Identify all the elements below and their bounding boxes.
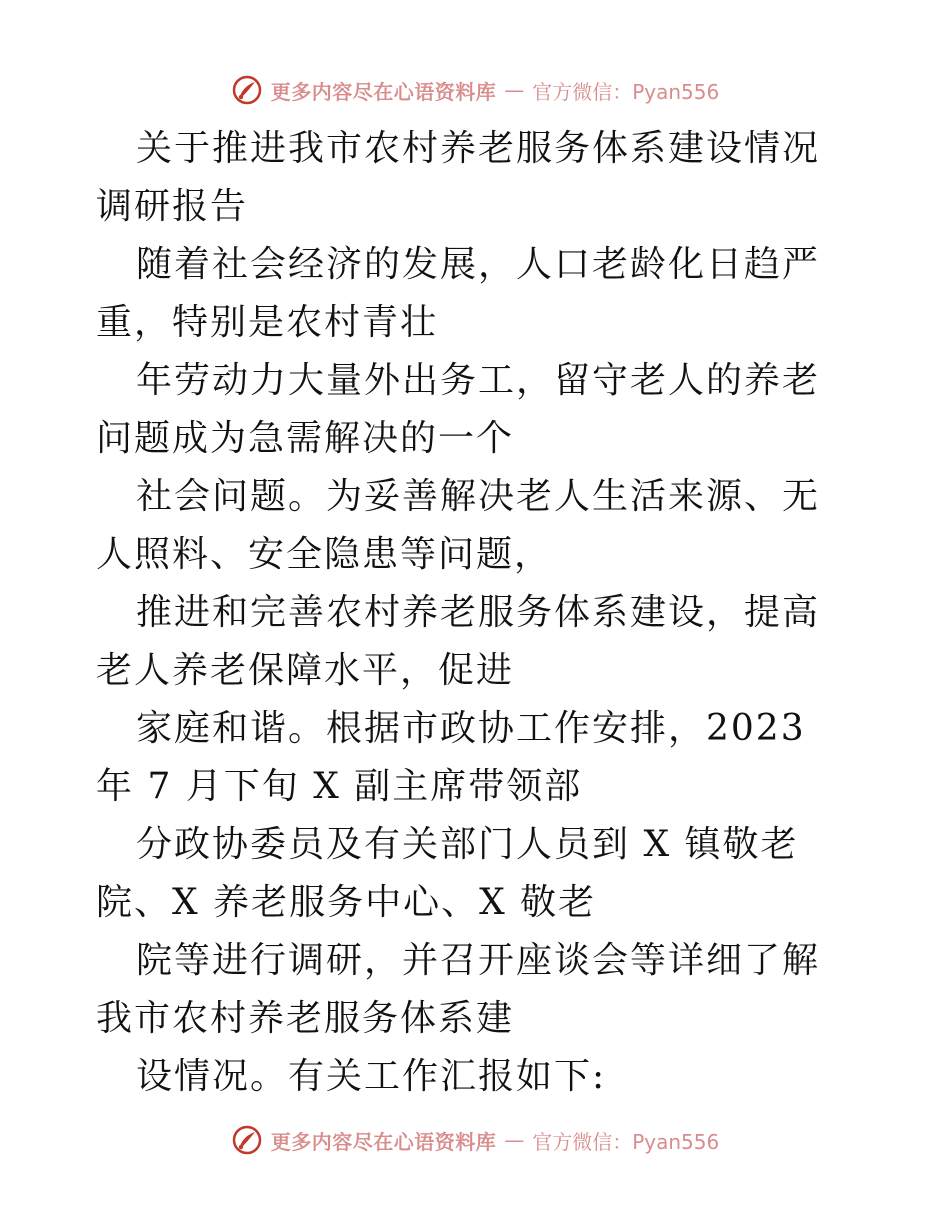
- brush-logo-icon: [231, 74, 263, 106]
- brush-logo-icon: [231, 1124, 263, 1156]
- watermark-contact: 官方微信：Pyan556: [532, 79, 720, 104]
- document-title: 关于推进我市农村养老服务体系建设情况调研报告: [96, 128, 821, 227]
- paragraph-line: 社会问题。为妥善解决老人生活来源、无人照料、安全隐患等问题，: [96, 476, 821, 575]
- document-body: [96, 120, 856, 1106]
- watermark-text: 更多内容尽在心语资料库: [270, 79, 497, 104]
- paragraph-line: 随着社会经济的发展，人口老龄化日趋严重，特别是农村青壮: [96, 244, 821, 343]
- paragraph-line: 年劳动力大量外出务工，留守老人的养老问题成为急需解决的一个: [96, 360, 821, 459]
- watermark-contact: 官方微信：Pyan556: [532, 1129, 720, 1154]
- paragraph-line: 院等进行调研，并召开座谈会等详细了解我市农村养老服务体系建: [96, 940, 821, 1039]
- watermark-footer: [0, 1120, 950, 1160]
- paragraph-line: 设情况。有关工作汇报如下:: [136, 1056, 607, 1097]
- paragraph-line: 家庭和谐。根据市政协工作安排，2023 年 7 月下旬 X 副主席带领部: [96, 708, 806, 807]
- watermark-separator: —: [504, 1128, 525, 1152]
- paragraph-line: 推进和完善农村养老服务体系建设，提高老人养老保障水平，促进: [96, 592, 821, 691]
- watermark-header: [0, 70, 950, 110]
- watermark-text: 更多内容尽在心语资料库: [270, 1129, 497, 1154]
- paragraph-line: 分政协委员及有关部门人员到 X 镇敬老院、X 养老服务中心、X 敬老: [96, 824, 799, 923]
- watermark-separator: —: [504, 78, 525, 102]
